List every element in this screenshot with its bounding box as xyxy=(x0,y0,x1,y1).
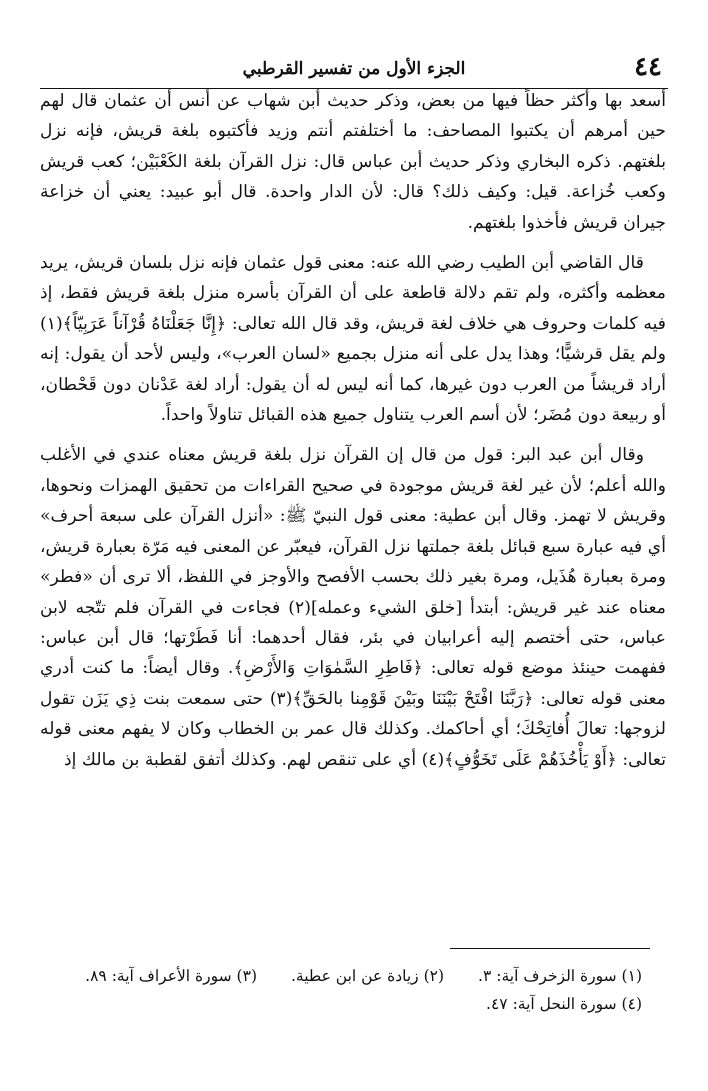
paragraph-1: أسعد بها وأكثر حظاً فيها من بعض، وذكر حديث أبن شهاب عن أنس أن عثمان قال لهم حين أمرهم أن يكتبوا المصاحف: ما أختلفتم أنتم وزيد فأكتبوه بلغة قريش، فإنه نزل بلغتهم. ذكره البخاري وذكر حديث أبن عباس قال: نزل القرآن بلغة الكَعْبَيْن؛ كعب قريش وكعب خُزاعة. قيل: وكيف ذلك؟ قال: لأن الدار واحدة. قال أبو عبيد: يعني أن خزاعة جيران قريش فأخذوا بلغتهم. xyxy=(40,91,666,233)
footnote-2: (٢) زيادة عن ابن عطية. xyxy=(291,967,445,985)
page-number: ٤٤ xyxy=(634,52,662,82)
page-header xyxy=(40,50,668,89)
paragraph-3: وقال أبن عبد البر: قول من قال إن القرآن نزل بلغة قريش معناه عندي في الأغلب والله أعلم؛ لأن غير لغة قريش موجودة في صحيح القراءات من تحقيق الهمزات ونحوها، وقريش لا تهمز. وقال أبن عطية: معنى قول النبيّ ﷺ: «أنزل القرآن على سبعة أحرف» أي فيه عبارة سبع قبائل بلغة جملتها نزل القرآن، فيعبّر عن المعنى فيه مَرّة بعبارة قريش، ومرة بعبارة هُذَيل، ومرة بغير ذلك بحسب الأفصح والأوجز في اللفظ، ألا ترى أن «فطر» معناه عند غير قريش: أبتدأ [خلق الشيء وعمله](٢) فجاءت في القرآن فلم تتّجه لابن عباس، حتى أختصم إليه أعرابيان في بئر، فقال أحدهما: أنا فَطَرْتها؛ قال أبن عباس: ففهمت حينئذ موضع قوله تعالى: ﴿فَاطِرِ السَّمٰوَاتِ وَالأَرْضِ﴾. وقال أيضاً: ما كنت أدري معنى قوله تعالى: ﴿رَبَّنَا افْتَحْ بَيْنَنَا وبَيْنَ قَوْمِنا بالحَقِّ﴾(٣) حتى سمعت بنت ذِي يَزَن تقول لزوجها: تعالَ أُفاتِحْكَ؛ أي أحاكمك. وكذلك قال عمر بن الخطاب وكان لا يفهم معنى قوله تعالى: ﴿أَوْ يَأْخُذَهُمْ عَلَى تَخَوُّفٍ﴾(٤) أي على تنقص لهم. وكذلك أتفق لقطبة بن مالك إذ xyxy=(40,445,666,770)
footnote-row xyxy=(40,990,642,1018)
footnote-row xyxy=(40,962,642,990)
footnote-1: (١) سورة الزخرف آية: ٣. xyxy=(478,967,642,985)
footnote-divider xyxy=(450,948,650,949)
footnote-4: (٤) سورة النحل آية: ٤٧. xyxy=(486,995,642,1013)
main-text xyxy=(40,86,666,775)
paragraph-2: قال القاضي أبن الطيب رضي الله عنه: معنى قول عثمان فإنه نزل بلسان قريش، يريد معظمه وأكثره، ولم تقم دلالة قاطعة على أن القرآن بأسره منزل بلغة قريش فقط، إذ فيه كلمات وحروف هي خلاف لغة قريش، وقد قال الله تعالى: ﴿إِنَّا جَعَلْنَاهُ قُرْآناً عَرَبِيّاً﴾(١) ولم يقل قرشيًّا؛ وهذا يدل على أنه منزل بجميع «لسان العرب»، وليس لأحد أن يقول: إنه أراد قريشاً من العرب دون غيرها، كما أنه ليس له أن يقول: أراد لغة عَدْنان دون قَحْطان، أو ربيعة دون مُضَر؛ لأن أسم العرب يتناول جميع هذه القبائل تناولاً واحداً. xyxy=(40,253,666,426)
footnote-3: (٣) سورة الأعراف آية: ٨٩. xyxy=(85,967,257,985)
footnotes xyxy=(40,962,642,1018)
running-title: الجزء الأول من تفسير القرطبي xyxy=(242,59,466,79)
